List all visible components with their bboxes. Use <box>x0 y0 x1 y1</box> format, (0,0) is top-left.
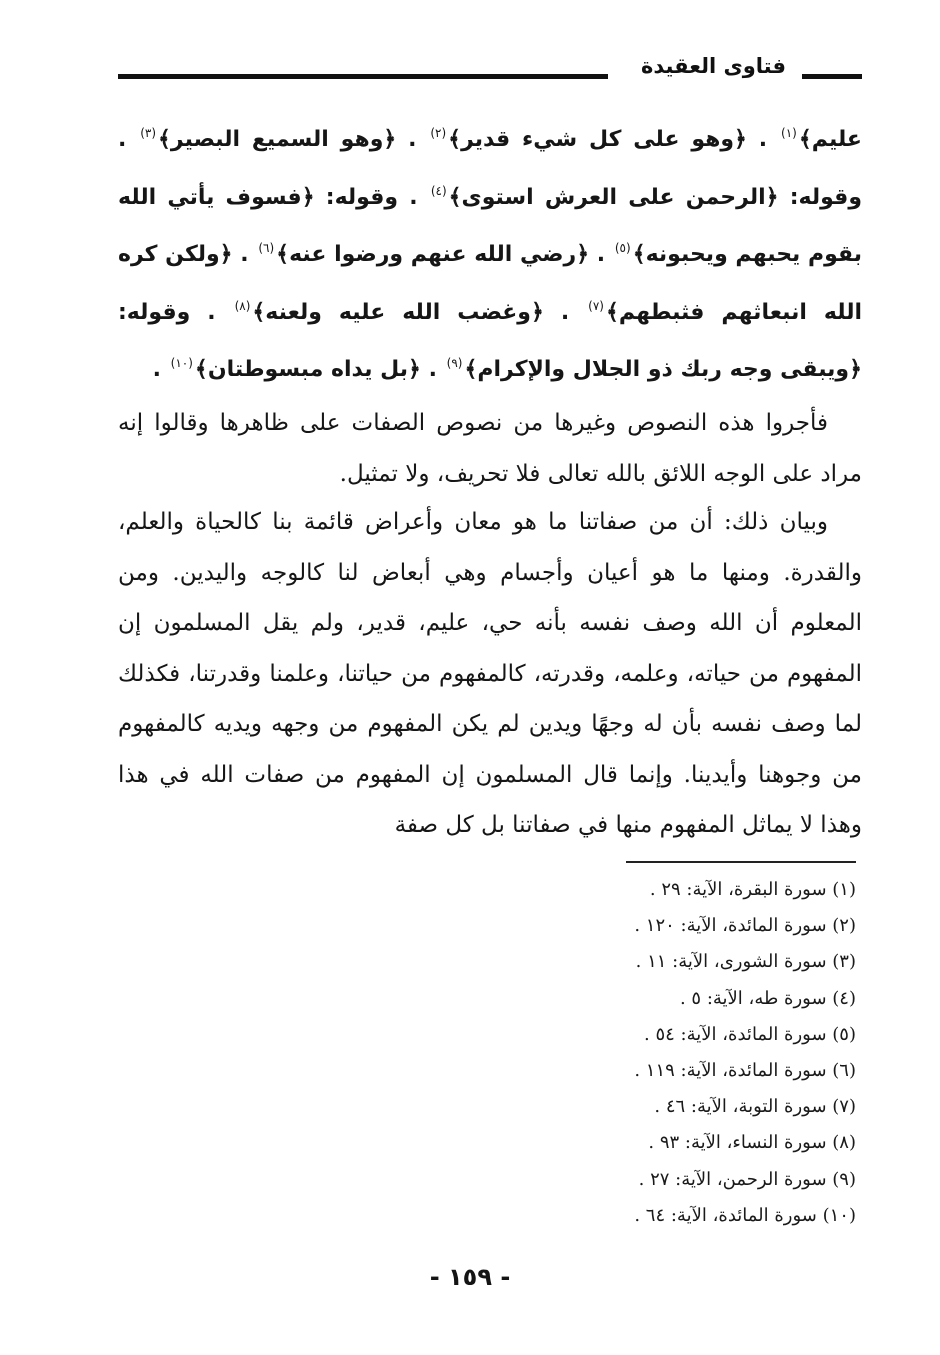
page-number: - ١٥٩ - <box>429 1263 511 1291</box>
footnote-item: (١٠) سورة المائدة، الآية: ٦٤ . <box>634 1204 856 1226</box>
footnote-ref: (٨) <box>234 298 251 313</box>
footnote-ref: (٣) <box>140 126 157 140</box>
header-rule-short <box>802 74 862 79</box>
verse-citations <box>118 108 862 396</box>
footnote-item: (٧) سورة التوبة، الآية: ٤٦ . <box>654 1096 856 1118</box>
verse-text: . ﴿وهو على كل شيء قدير﴾ <box>448 127 768 152</box>
footnote-separator <box>626 861 856 863</box>
verse-text: . ﴿بل يداه مبسوطتان﴾ <box>194 357 437 382</box>
verse-text: . ﴿رضي الله عنهم ورضوا عنه﴾ <box>276 242 606 267</box>
verse-text: . ﴿وغضب الله عليه ولعنه﴾ <box>252 299 570 325</box>
verse-text: . وقوله: ﴿فسوف يأتي الله بقوم يحبهم ويحبونه﴾ <box>118 184 863 267</box>
footnote-ref: (١٠) <box>170 356 193 370</box>
footnote-item: (٢) سورة المائدة، الآية: ١٢٠ . <box>634 915 856 937</box>
verse-text: . <box>152 357 161 382</box>
footnotes-list <box>336 872 856 1234</box>
footnote-item: (٩) سورة الرحمن، الآية: ٢٧ . <box>638 1168 856 1190</box>
verse-text: . وقوله: ﴿الرحمن على العرش استوى﴾ <box>118 127 862 210</box>
verse-text: عليم﴾ <box>798 127 862 152</box>
running-title: فتاوى العقيدة <box>641 54 786 78</box>
footnote-ref: (٦) <box>258 241 275 255</box>
footnote-ref: (٤) <box>430 183 447 198</box>
footnote-ref: (٩) <box>446 356 463 370</box>
footnote-item: (٨) سورة النساء، الآية: ٩٣ . <box>648 1132 856 1154</box>
footnote-item: (١) سورة البقرة، الآية: ٢٩ . <box>649 879 856 900</box>
footnote-item: (٥) سورة المائدة، الآية: ٥٤ . <box>644 1023 856 1045</box>
footnote-ref: (٥) <box>614 241 631 255</box>
footnote-ref: (٢) <box>430 126 447 140</box>
footnote-ref: (١) <box>781 126 797 140</box>
footnote-item: (٣) سورة الشورى، الآية: ١١ . <box>635 951 856 973</box>
body-paragraph: وبيان ذلك: أن من صفاتنا ما هو معان وأعراض قائمة بنا كالحياة والعلم، والقدرة. ومنها ما هو أعيان وأجسام وهي أبعاض لنا كالوجه واليدين. ومن المعلوم أن الله وصف نفسه بأنه حي، عليم، قدير، ولم يقل المسلمون إن المفهوم من حياته، وعلمه، وقدرته، كالمفهوم من حياتنا، وعلمنا وقدرتنا، فكذلك لما وصف نفسه بأن له وجهًا ويدين لم يكن المفهوم من وجهه ويديه كالمفهوم من وجوهنا وأيدينا. وإنما قال المسلمون إن المفهوم من صفات الله في هذا وهذا لا يماثل المفهوم منها في صفاتنا بل كل صفة <box>118 509 862 838</box>
footnote-item: (٦) سورة المائدة، الآية: ١١٩ . <box>634 1059 856 1081</box>
footnote-ref: (٧) <box>588 298 604 313</box>
verse-text: . وقوله: ﴿ويبقى وجه ربك ذو الجلال والإكرام﴾ <box>118 299 862 382</box>
verse-text: . ﴿ولكن كره الله انبعاثهم فثبطهم﴾ <box>118 242 862 325</box>
page-header <box>118 52 862 92</box>
footnote-item: (٤) سورة طه، الآية: ٥ . <box>679 987 856 1009</box>
header-rule <box>118 74 608 79</box>
body-paragraph: فأجروا هذه النصوص وغيرها من نصوص الصفات على ظاهرها وقالوا إنه مراد على الوجه اللائق بالله تعالى فلا تحريف، ولا تمثيل. <box>118 410 862 487</box>
verse-text: . ﴿وهو السميع البصير﴾ <box>158 127 417 152</box>
